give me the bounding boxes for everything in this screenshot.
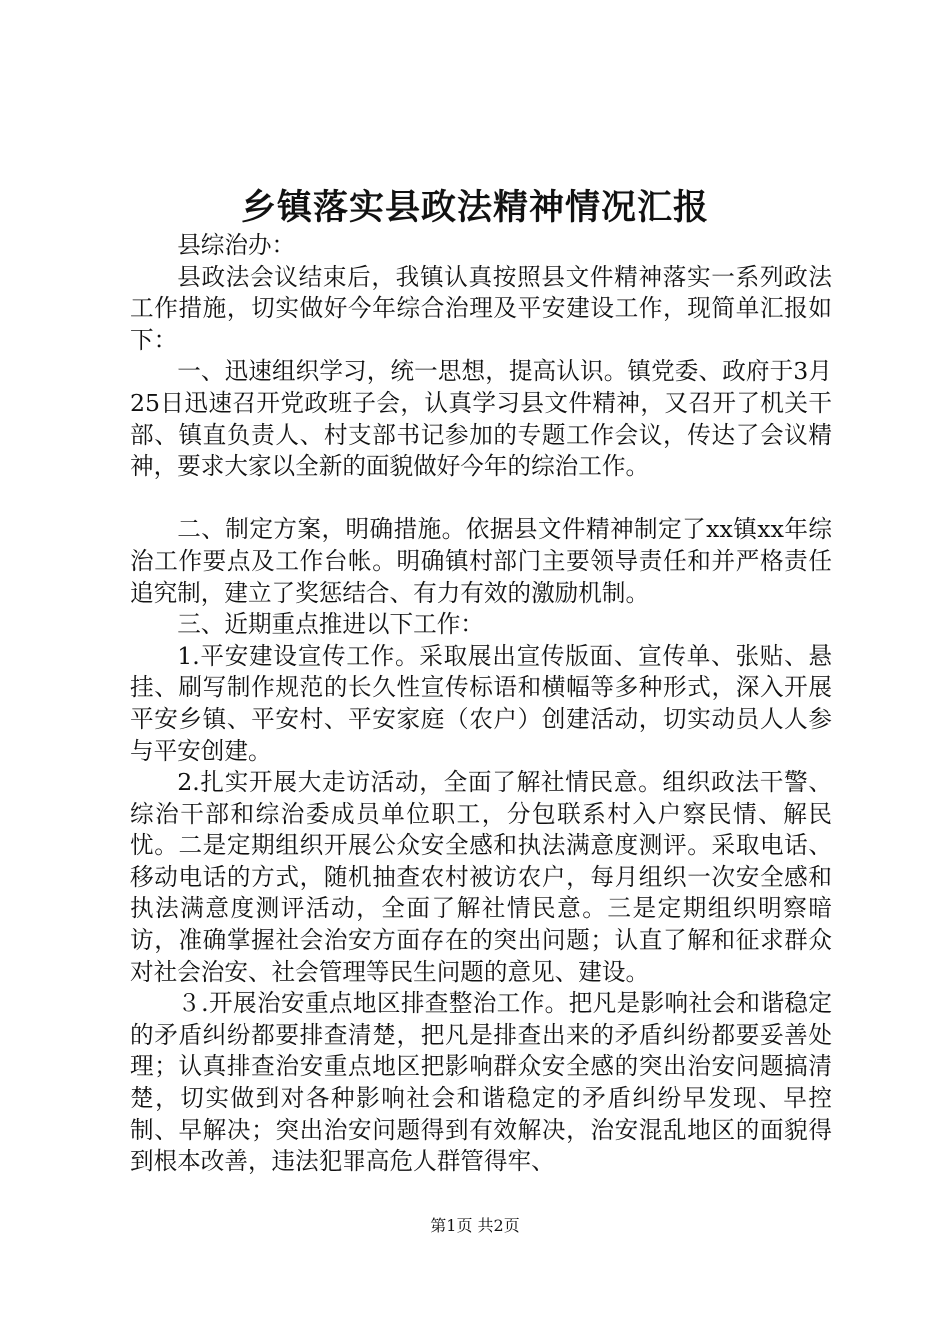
document-title: 乡镇落实县政法精神情况汇报 [240, 187, 709, 228]
item-two-paragraph: 2.扎实开展大走访活动，全面了解社情民意。组织政法干警、综治干部和综治委成员单位职工，分包联系村入户察民情、解民忧。二是定期组织开展公众安全感和执法满意度测评。采取电话、移动电话的方式，随机抽查农村被访农户，每月组织一次安全感和执法满意度测评活动，全面了解社情民意。三是定期组织明察暗访，准确掌握社会治安方面存在的突出问题；认直了解和征求群众对社会治安、社会管理等民生问题的意见、建设。 [130, 768, 832, 986]
page-number-footer: 第1页 共2页 [430, 1216, 520, 1235]
item-one-paragraph: 1.平安建设宣传工作。采取展出宣传版面、宣传单、张贴、悬挂、刷写制作规范的长久性宣传标语和横幅等多种形式，深入开展平安乡镇、平安村、平安家庭（农户）创建活动，切实动员人人参与平安创建。 [130, 641, 832, 765]
item-three-paragraph: ３.开展治安重点地区排查整治工作。把凡是影响社会和谐稳定的矛盾纠纷都要排查清楚，把凡是排查出来的矛盾纠纷都要妥善处理；认真排查治安重点地区把影响群众安全感的突出治安问题搞清楚，切实做到对各种影响社会和谐稳定的矛盾纠纷早发现、早控制、早解决；突出治安问题得到有效解决，治安混乱地区的面貌得到根本改善，违法犯罪高危人群管得牢、 [130, 989, 832, 1176]
section-three-heading: 三、近期重点推进以下工作： [177, 610, 484, 639]
addressee-line: 县综治办： [177, 231, 296, 259]
intro-paragraph: 县政法会议结束后，我镇认真按照县文件精神落实一系列政法工作措施，切实做好今年综合治理及平安建设工作，现简单汇报如下： [130, 262, 832, 354]
section-two-paragraph: 二、制定方案，明确措施。依据县文件精神制定了xx镇xx年综治工作要点及工作台帐。明确镇村部门主要领导责任和并严格责任追究制，建立了奖惩结合、有力有效的激励机制。 [130, 515, 832, 607]
section-one-paragraph: 一、迅速组织学习，统一思想，提高认识。镇党委、政府于3月25日迅速召开党政班子会，认真学习县文件精神，又召开了机关干部、镇直负责人、村支部书记参加的专题工作会议，传达了会议精神，要求大家以全新的面貌做好今年的综治工作。 [130, 357, 832, 481]
document-body [130, 230, 832, 1178]
